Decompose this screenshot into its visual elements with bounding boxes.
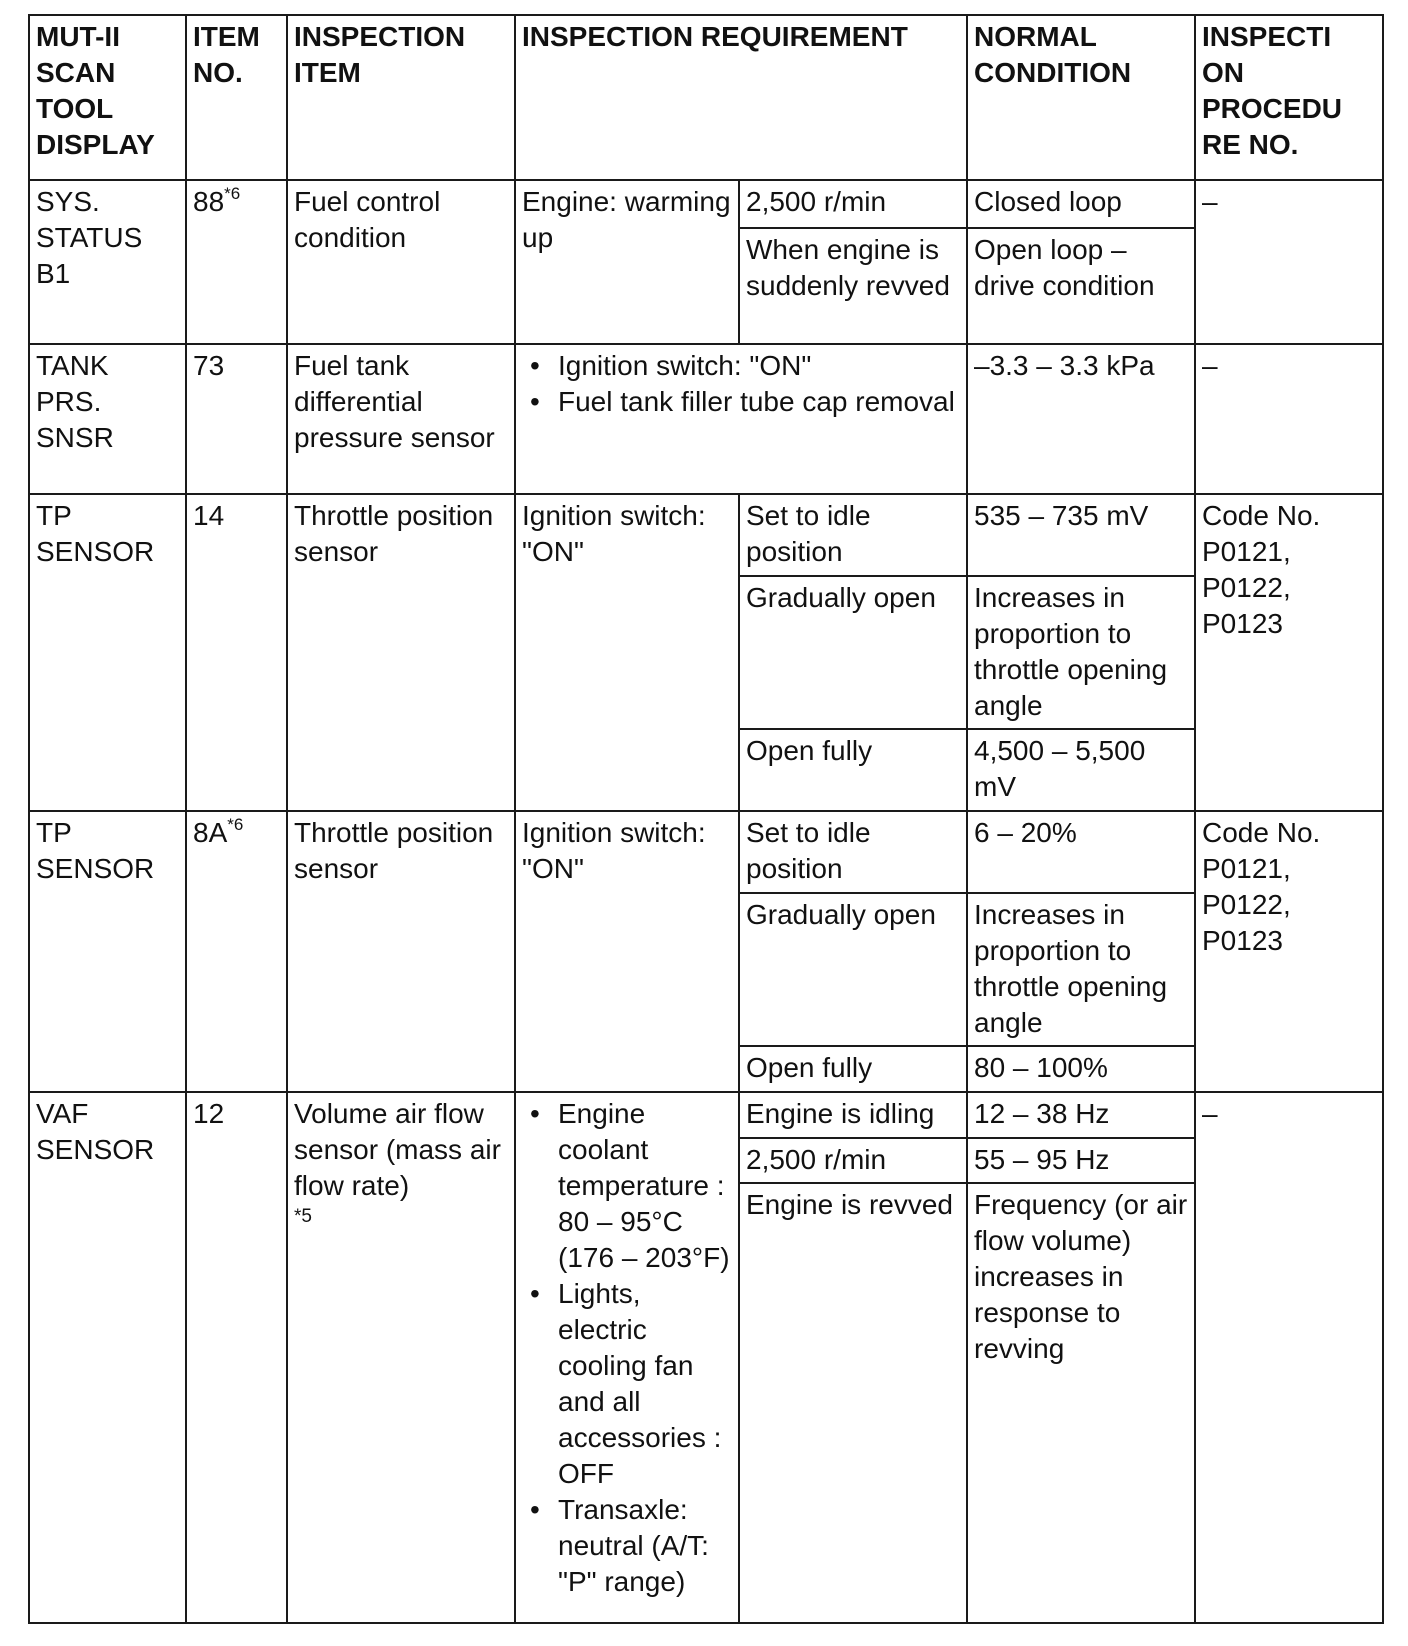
normal-cell: Increases in proportion to throttle opening angle	[967, 576, 1195, 729]
normal-cell: 535 – 735 mV	[967, 494, 1195, 576]
display-cell: TP SENSOR	[29, 811, 186, 1092]
requirement-cell: Gradually open	[739, 893, 967, 1046]
list-item: • Transaxle: neutral (A/T: "P" range)	[522, 1492, 732, 1600]
item-no-cell: 14	[186, 494, 287, 811]
table-row	[29, 1092, 1383, 1138]
condition-cell	[515, 1092, 739, 1623]
normal-cell: Closed loop	[967, 180, 1195, 228]
requirement-cell: When engine is suddenly revved	[739, 228, 967, 344]
requirement-cell	[515, 344, 967, 494]
requirement-cell: Open fully	[739, 729, 967, 811]
table-row	[29, 344, 1383, 494]
display-cell: TP SENSOR	[29, 494, 186, 811]
table-row	[29, 494, 1383, 576]
header-row	[29, 15, 1383, 180]
table-row	[29, 811, 1383, 893]
inspection-table	[28, 14, 1384, 1624]
display-cell: VAF SENSOR	[29, 1092, 186, 1623]
procedure-cell: Code No. P0121, P0122, P0123	[1195, 494, 1383, 811]
normal-cell: 4,500 – 5,500 mV	[967, 729, 1195, 811]
list-item: • Ignition switch: "ON"	[522, 348, 960, 384]
normal-cell: 80 – 100%	[967, 1046, 1195, 1092]
requirement-cell: Engine is idling	[739, 1092, 967, 1138]
item-no: 88	[193, 186, 225, 217]
requirement-cell: Engine is revved	[739, 1183, 967, 1623]
normal-cell: 55 – 95 Hz	[967, 1138, 1195, 1183]
header-item-no: ITEM NO.	[186, 15, 287, 180]
display-cell: TANK PRS. SNSR	[29, 344, 186, 494]
requirement-cell: 2,500 r/min	[739, 180, 967, 228]
requirement-cell: Set to idle position	[739, 494, 967, 576]
display-cell: SYS. STATUS B1	[29, 180, 186, 344]
inspection-item-cell: Fuel tank differential pressure sensor	[287, 344, 515, 494]
list-item: • Fuel tank filler tube cap removal	[522, 384, 960, 420]
item-footnote-ref: *5	[294, 1206, 312, 1227]
procedure-cell: –	[1195, 1092, 1383, 1623]
item-footnote-ref: *6	[224, 184, 241, 203]
normal-cell: –3.3 – 3.3 kPa	[967, 344, 1195, 494]
header-display: MUT-II SCAN TOOL DISPLAY	[29, 15, 186, 180]
inspection-item-cell: Throttle position sensor	[287, 494, 515, 811]
procedure-cell: –	[1195, 344, 1383, 494]
list-item: • Engine coolant temperature : 80 – 95°C (176 – 203°F)	[522, 1096, 732, 1276]
requirement-cell: Open fully	[739, 1046, 967, 1092]
procedure-cell: –	[1195, 180, 1383, 344]
header-inspection-item: INSPECTION ITEM	[287, 15, 515, 180]
normal-cell: 6 – 20%	[967, 811, 1195, 893]
item-no: 8A	[193, 817, 228, 848]
requirement-list	[522, 348, 960, 420]
normal-cell: Open loop – drive condition	[967, 228, 1195, 344]
inspection-item-cell	[287, 1092, 515, 1623]
header-normal: NORMAL CONDITION	[967, 15, 1195, 180]
normal-cell: Frequency (or air flow volume) increases in response to revving	[967, 1183, 1195, 1623]
normal-cell: Increases in proportion to throttle opening angle	[967, 893, 1195, 1046]
item-no-cell	[186, 811, 287, 1092]
table-row	[29, 180, 1383, 228]
requirement-cell: Gradually open	[739, 576, 967, 729]
requirement-cell: Set to idle position	[739, 811, 967, 893]
item-footnote-ref: *6	[227, 815, 244, 834]
condition-cell: Ignition switch: "ON"	[515, 811, 739, 1092]
inspection-item-cell: Fuel control condition	[287, 180, 515, 344]
inspection-item-text: Volume air flow sensor (mass air flow rate)	[294, 1098, 501, 1201]
normal-cell: 12 – 38 Hz	[967, 1092, 1195, 1138]
item-no-cell	[186, 180, 287, 344]
list-item: • Lights, electric cooling fan and all accessories : OFF	[522, 1276, 732, 1492]
condition-cell: Engine: warming up	[515, 180, 739, 344]
procedure-cell: Code No. P0121, P0122, P0123	[1195, 811, 1383, 1092]
requirement-cell: 2,500 r/min	[739, 1138, 967, 1183]
header-requirement: INSPECTION REQUIREMENT	[515, 15, 967, 180]
item-no-cell: 73	[186, 344, 287, 494]
item-no-cell: 12	[186, 1092, 287, 1623]
inspection-item-cell: Throttle position sensor	[287, 811, 515, 1092]
condition-cell: Ignition switch: "ON"	[515, 494, 739, 811]
requirement-list	[522, 1096, 732, 1600]
header-procedure: INSPECTI ON PROCEDU RE NO.	[1195, 15, 1383, 180]
